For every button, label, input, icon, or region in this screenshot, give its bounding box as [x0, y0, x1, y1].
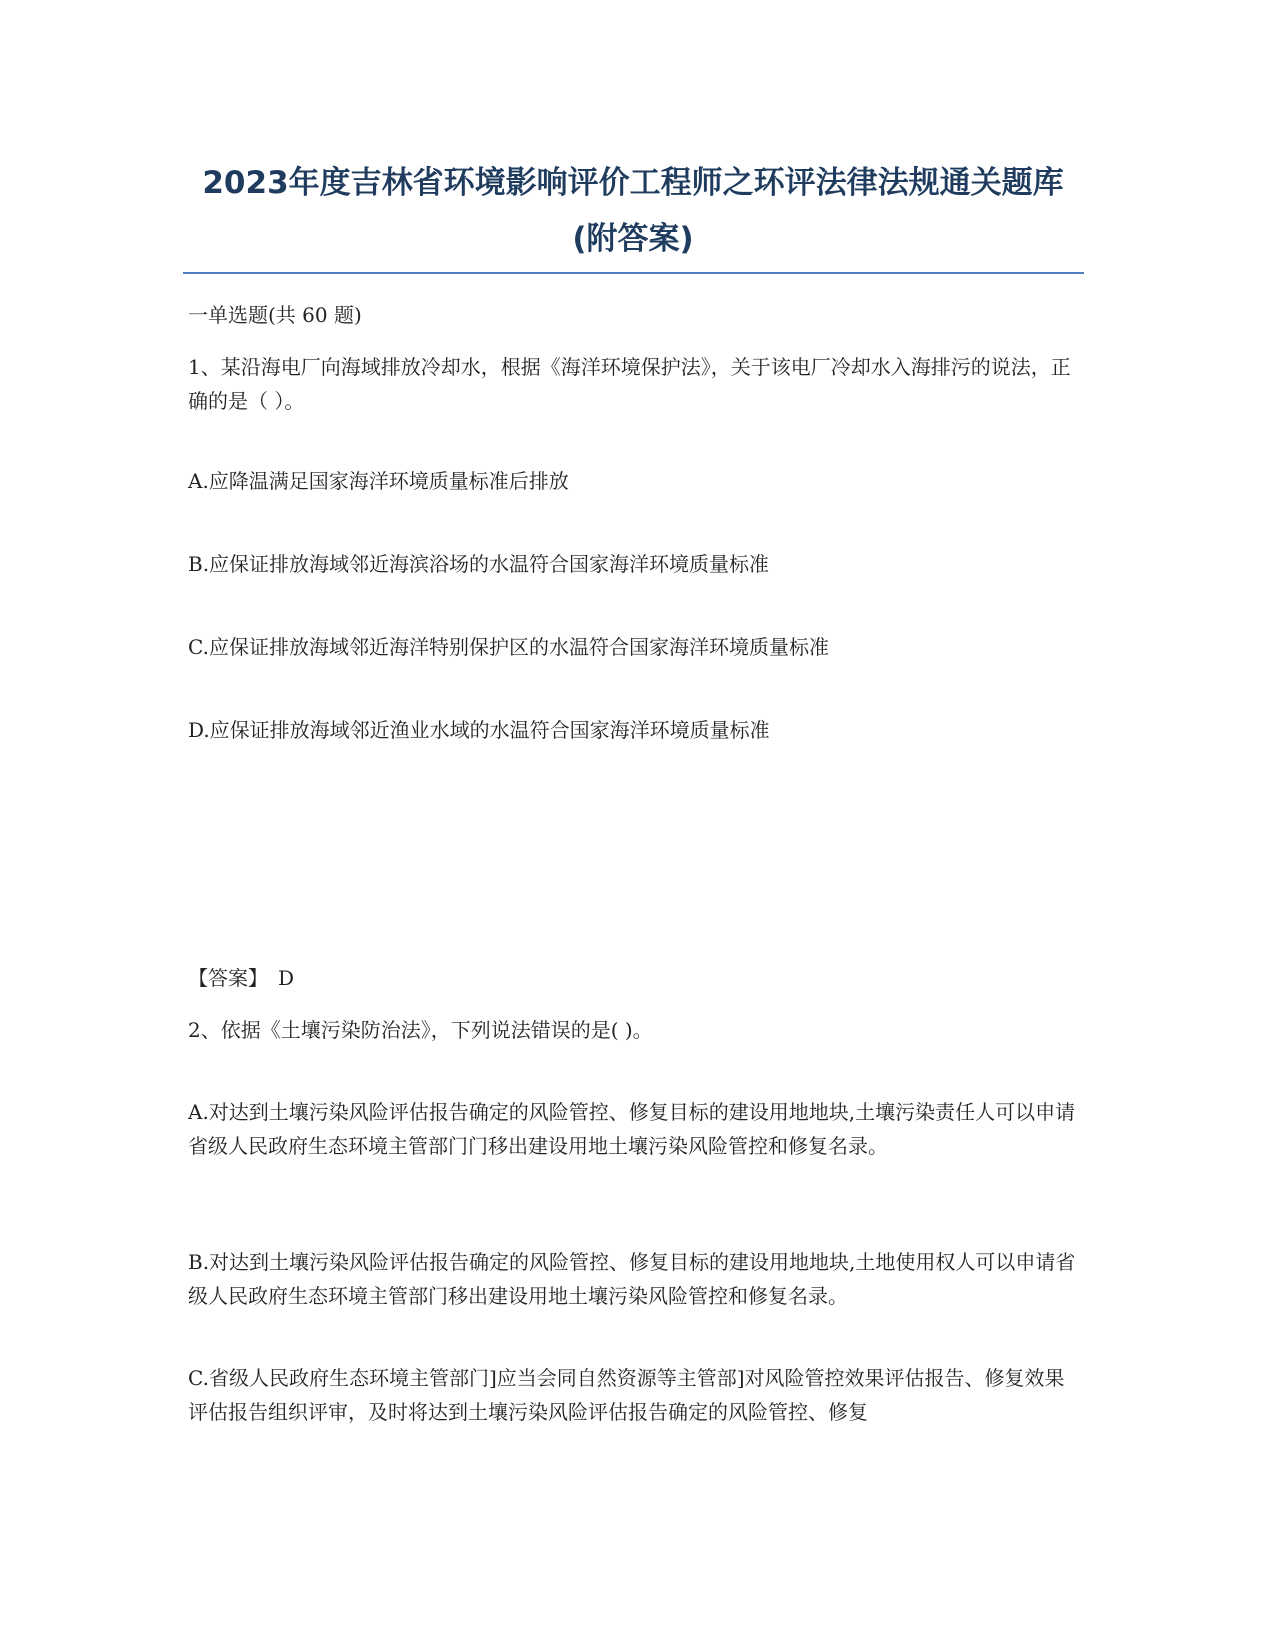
question-2-option-c: C.省级人民政府生态环境主管部门]应当会同自然资源等主管部]对风险管控效果评估报告、修复效果评估报告组织评审，及时将达到土壤污染风险评估报告确定的风险管控、修复 — [188, 1366, 1065, 1424]
question-2-option-b: B.对达到土壤污染风险评估报告确定的风险管控、修复目标的建设用地地块,土地使用权人可以申请省级人民政府生态环境主管部门移出建设用地土壤污染风险管控和修复名录。 — [188, 1250, 1076, 1308]
question-2-stem: 2、依据《土壤污染防治法》，下列说法错误的是( )。 — [188, 1018, 653, 1042]
title-divider — [183, 272, 1084, 274]
page-title: 2023年度吉林省环境影响评价工程师之环评法律法规通关题库(附答案) — [202, 165, 1064, 257]
section-heading: 一单选题(共 60 题) — [188, 303, 362, 327]
question-1-option-b: B.应保证排放海域邻近海滨浴场的水温符合国家海洋环境质量标准 — [188, 552, 770, 576]
question-1-stem: 1、某沿海电厂向海域排放冷却水，根据《海洋环境保护法》，关于该电厂冷却水入海排污的说法，正确的是（ ）。 — [188, 355, 1071, 413]
question-1-option-c: C.应保证排放海域邻近海洋特别保护区的水温符合国家海洋环境质量标准 — [188, 635, 829, 659]
question-2-option-a: A.对达到土壤污染风险评估报告确定的风险管控、修复目标的建设用地地块,土壤污染责任人可以申请省级人民政府生态环境主管部门门移出建设用地土壤污染风险管控和修复名录。 — [188, 1100, 1076, 1158]
question-1-answer: 【答案】 D — [188, 966, 295, 990]
question-1-option-a: A.应降温满足国家海洋环境质量标准后排放 — [188, 469, 569, 493]
question-1-option-d: D.应保证排放海域邻近渔业水域的水温符合国家海洋环境质量标准 — [188, 718, 770, 742]
